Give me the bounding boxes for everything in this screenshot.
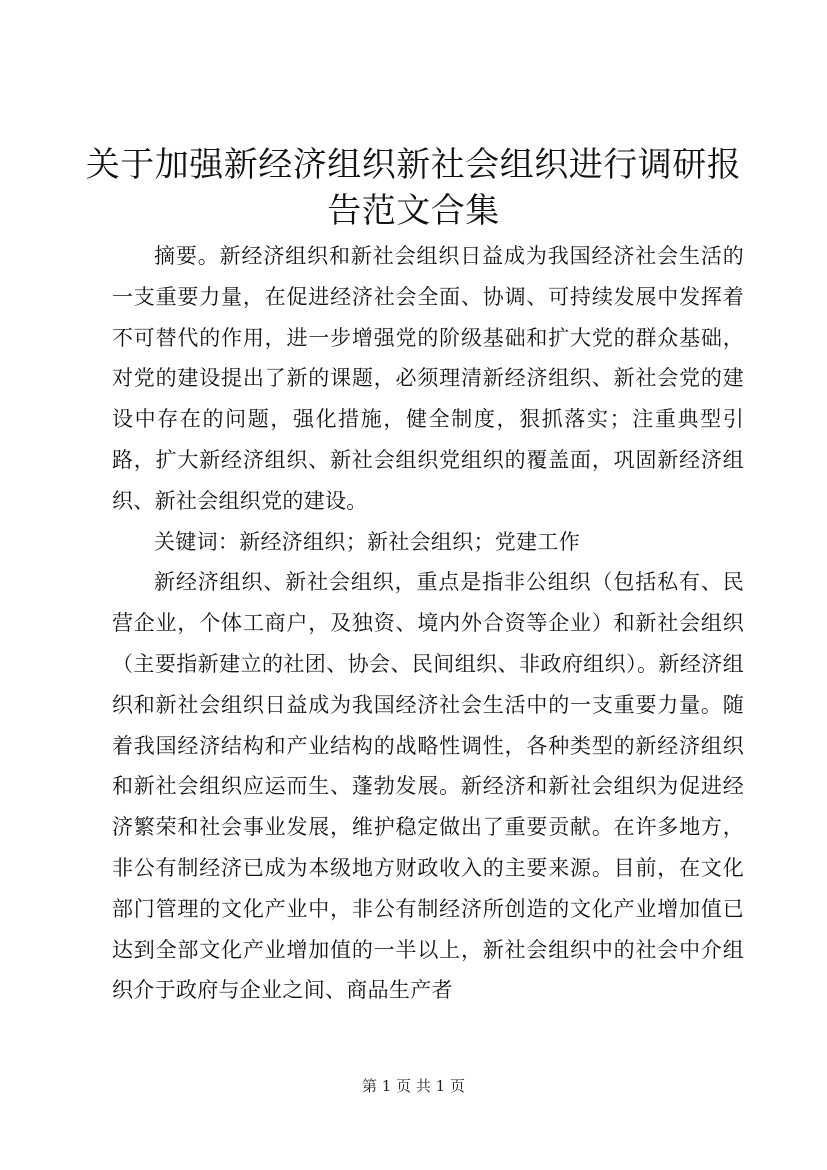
- page-number-footer: 第 1 页 共 1 页: [362, 1077, 465, 1095]
- body-paragraph: 新经济组织、新社会组织，重点是指非公组织（包括私有、民营企业，个体工商户，及独资、境内外合资等企业）和新社会组织（主要指新建立的社团、协会、民间组织、非政府组织）。新经济组织和新社会组织日益成为我国经济社会生活中的一支重要力量。随着我国经济结构和产业结构的战略性调性，各种类型的新经济组织和新社会组织应运而生、蓬勃发展。新经济和新社会组织为促进经济繁荣和社会事业发展，维护稳定做出了重要贡献。在许多地方，非公有制经济已成为本级地方财政收入的主要来源。目前，在文化部门管理的文化产业中，非公有制经济所创造的文化产业增加值已达到全部文化产业增加值的一半以上，新社会组织中的社会中介组织介于政府与企业之间、商品生产者: [112, 570, 744, 1003]
- document-body: [112, 236, 744, 1011]
- document-title: 关于加强新经济组织新社会组织进行调研报告范文合集: [85, 145, 742, 231]
- keywords-paragraph: 关键词：新经济组织；新社会组织；党建工作: [154, 529, 580, 554]
- abstract-paragraph: 摘要。新经济组织和新社会组织日益成为我国经济社会生活的一支重要力量，在促进经济社会全面、协调、可持续发展中发挥着不可替代的作用，进一步增强党的阶级基础和扩大党的群众基础，对党的建设提出了新的课题，必须理清新经济组织、新社会党的建设中存在的问题，强化措施，健全制度，狠抓落实；注重典型引路，扩大新经济组织、新社会组织党组织的覆盖面，巩固新经济组织、新社会组织党的建设。: [112, 244, 744, 513]
